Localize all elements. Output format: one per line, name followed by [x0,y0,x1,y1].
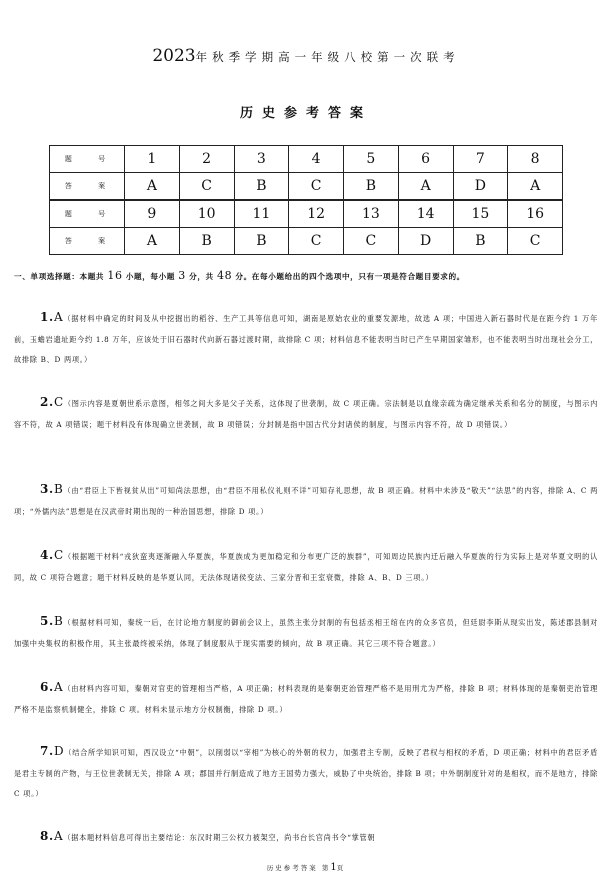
answer-cell: D [453,173,508,201]
row-label-answer: 答 案 [50,228,125,255]
answer-cell: A [125,173,180,201]
section-points-each: 3 [178,269,186,282]
row-label-answer: 答 案 [50,173,125,201]
question-number-cell: 8 [508,146,563,173]
answer-explanation [14,392,598,435]
answer-cell: C [179,173,234,201]
question-number-cell: 16 [508,200,563,228]
page-number: 1 [330,862,337,873]
explanation-text: （由材料内容可知，秦朝对官吏的管理相当严格，A 项正确；材料表现的是秦朝吏治管理严格不是用刑尤为严格，排除 B 项；材料体现的是秦朝吏治管理严格不是监察机制健全，排除 C 项。材料未显示地方分权制衡，排除 D 项。） [14,684,598,714]
section-suffix: 分。在每小题给出的四个选项中，只有一项是符合题目要求的。 [235,272,465,281]
question-number: 8. [40,829,54,843]
question-number-row [50,200,563,228]
question-number: 3. [40,482,54,496]
answer-cell: B [234,173,289,201]
question-number-cell: 2 [179,146,234,173]
question-number: 1. [40,310,54,324]
explanation-text: （据本题材料信息可得出主要结论：东汉时期三公权力被架空，尚书台长官尚书令“掌管朝 [63,833,376,842]
question-number-cell: 3 [234,146,289,173]
answer-cell: C [344,228,399,255]
question-number-cell: 6 [398,146,453,173]
question-answer-letter: B [53,614,64,628]
exam-title-rest: 年秋季学期高一年级八校第一次联考 [195,50,460,64]
question-number-cell: 10 [179,200,234,228]
question-number-cell: 5 [344,146,399,173]
answer-explanation [14,677,598,720]
explanation-text: （根据题干材料“戎狄蛮夷逐渐融入华夏族，华夏族成为更加稳定和分布更广泛的族群”，可知周边民族内迁后融入华夏族的行为实际上是对华夏文明的认同，故 C 项符合题意；题干材料反映的是华夏认同，无法体现诸侯变法、三家分晋和王室衰微，排除 A、B、D 三项。） [14,552,598,582]
explanation-text: （结合所学知识可知，西汉设立“中朝”，以削弱以“宰相”为核心的外朝的权力，加强君主专制，反映了君权与相权的矛盾，D 项正确；材料中的君臣矛盾是君主专制的产物，与王位世袭制无关，排除 A 项；郡国并行制造成了地方王国势力强大，威胁了中央统治，排除 B 项；中外朝制度针对的是相权，而不是地方，排除 C 项。） [14,748,598,799]
question-answer-letter: A [53,680,64,694]
question-number-cell: 13 [344,200,399,228]
answer-cell: C [289,173,344,201]
footer-page-suffix: 页 [336,864,346,872]
row-label-question: 题 号 [50,200,125,228]
answer-explanation [14,307,598,371]
answer-row [50,173,563,201]
answer-cell: A [398,173,453,201]
question-answer-letter: B [53,482,64,496]
question-number-cell: 9 [125,200,180,228]
question-number-cell: 14 [398,200,453,228]
answer-cell: C [508,228,563,255]
explanation-text: （据材料中确定的时间及从中挖掘出的稻谷、生产工具等信息可知，湖南是原始农业的重要发源地，故选 A 项；中国进入新石器时代是在距今约 1 万年前，玉蟾岩遗址距今约 1.8 万年，应该处于旧石器时代向新石器过渡时期，故排除 C 项；材料信息不能表明当时已产生早期国家雏形，也不能表明当时出现社会分工，故排除 B、D 两项。） [14,314,598,365]
answer-cell: A [508,173,563,201]
row-label-question: 题 号 [50,146,125,173]
question-answer-letter: C [53,395,64,409]
question-number-cell: 7 [453,146,508,173]
section-points-total: 48 [216,269,233,282]
answer-cell: B [234,228,289,255]
page-footer [0,862,612,873]
question-number-cell: 4 [289,146,344,173]
answer-explanation [14,611,598,654]
answer-cell: B [179,228,234,255]
question-number-cell: 11 [234,200,289,228]
exam-year: 2023 [152,46,196,66]
question-number: 5. [40,614,54,628]
answer-cell: D [398,228,453,255]
answer-explanation [14,741,598,805]
answer-cell: C [289,228,344,255]
answer-cell: B [344,173,399,201]
question-number-cell: 12 [289,200,344,228]
section-heading [14,266,598,287]
question-answer-letter: C [53,548,64,562]
explanation-text: （图示内容是夏朝世系示意图，相邻之间大多是父子关系，这体现了世袭制，故 C 项正确。宗法制是以血缘亲疏为确定继承关系和名分的制度，与图示内容不符，故 A 项错误；题干材料没有体现确立世袭制，故 B 项错误；分封制是指中国古代分封诸侯的制度，与图示内容不符，故 D 项错误。） [14,399,598,429]
explanation-text: （根据材料可知，秦统一后，在讨论地方制度的御前会议上，虽然主张分封制的有包括丞相王绾在内的众多官员，但廷尉李斯从现实出发，陈述郡县制对加强中央集权的积极作用，其主张最终被采纳，体现了制度服从于现实需要的倾向，故 B 项正确。其它三项不符合题意。） [14,618,598,648]
answer-cell: B [453,228,508,255]
footer-label: 历史参考答案 [266,864,318,872]
question-number: 2. [40,395,54,409]
question-number: 6. [40,680,54,694]
document-title: 历史参考答案 [239,106,372,121]
question-answer-letter: A [53,829,64,843]
question-number-cell: 15 [453,200,508,228]
question-number-cell: 1 [125,146,180,173]
answer-cell: A [125,228,180,255]
answer-explanation [14,826,598,848]
explanation-text: （由“君臣上下皆视贫从出”可知尚法思想，由“君臣不用私仪礼则不详”可知存礼思想，故 B 项正确。材料中未涉及“敬天”“法思”的内容，排除 A、C 两项；“外儒内法”思想是在汉武帝时期出现的一种治国思想，排除 D 项。） [14,486,598,516]
section-prefix: 一、单项选择题：本题共 [14,272,105,281]
question-number: 7. [40,744,54,758]
question-number: 4. [40,548,54,562]
answer-explanation [14,545,598,588]
answer-table [49,145,563,255]
answer-row [50,228,563,255]
question-answer-letter: A [53,310,64,324]
answer-explanation [14,479,598,522]
exam-title [0,46,612,66]
section-mid-2: 分，共 [189,272,214,281]
section-mid-1: 小题，每小题 [125,272,176,281]
section-question-count: 16 [107,269,123,282]
question-answer-letter: D [53,744,65,758]
footer-page-prefix: 第 [321,864,331,872]
question-number-row [50,146,563,173]
